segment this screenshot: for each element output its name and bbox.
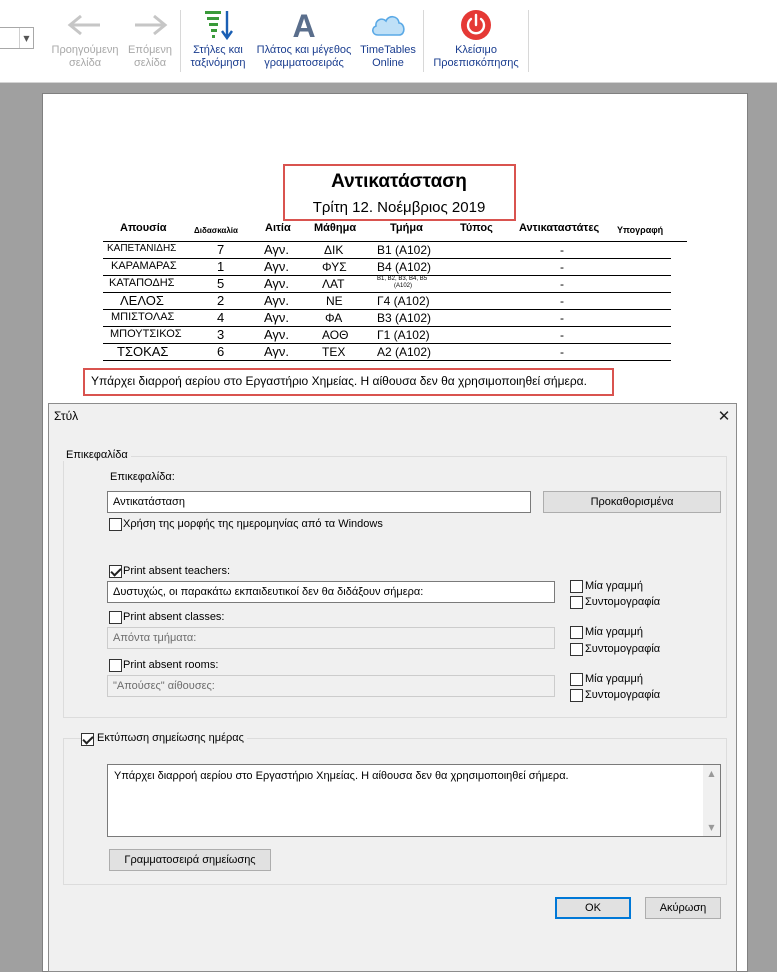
toolbar-separator bbox=[180, 10, 181, 72]
subject: ΝΕ bbox=[326, 294, 343, 308]
dialog-title: Στύλ bbox=[54, 409, 79, 423]
teacher-name: ΜΠΙΣΤΟΛΑΣ bbox=[111, 311, 175, 323]
power-icon bbox=[460, 6, 492, 44]
section: Β1 (Α102) bbox=[377, 243, 432, 257]
timetables-online-button[interactable] bbox=[356, 6, 420, 76]
page-combo[interactable] bbox=[0, 27, 34, 49]
teacher-name: ΤΣΟΚΑΣ bbox=[117, 344, 169, 359]
timetables-label-line1: TimeTables bbox=[360, 44, 416, 56]
arrow-right-icon bbox=[132, 6, 168, 44]
rooms-abbreviation-label: Συντομογραφία bbox=[585, 689, 661, 701]
teacher-name: ΚΑΡΑΜΑΡΑΣ bbox=[111, 260, 177, 272]
font-size-label-line1: Πλάτος και μέγεθος bbox=[256, 44, 352, 56]
teachers-abbreviation-checkbox[interactable] bbox=[570, 596, 583, 609]
subject: ΑΟΘ bbox=[322, 328, 349, 342]
font-size-button[interactable] bbox=[252, 6, 356, 76]
reason: Αγν. bbox=[264, 310, 290, 325]
windows-date-label: Χρήση της μορφής της ημερομηνίας από τα Windows bbox=[123, 518, 383, 530]
close-preview-label-line1: Κλείσιμο bbox=[455, 44, 497, 56]
rooms-abbreviation-checkbox[interactable] bbox=[570, 689, 583, 702]
previous-page-button[interactable] bbox=[46, 6, 124, 76]
windows-date-checkbox[interactable] bbox=[109, 518, 122, 531]
report-row bbox=[103, 259, 671, 276]
cancel-button[interactable]: Ακύρωση bbox=[645, 897, 721, 919]
section: Β3 (Α102) bbox=[377, 311, 432, 325]
substitute: - bbox=[560, 277, 564, 291]
teachers-abbreviation-label: Συντομογραφία bbox=[585, 596, 661, 608]
defaults-button[interactable]: Προκαθορισμένα bbox=[543, 491, 721, 513]
report-row bbox=[103, 242, 671, 259]
section-line2: (Α102) bbox=[394, 283, 413, 289]
substitute: - bbox=[560, 260, 564, 274]
column-header-section: Τμήμα bbox=[390, 222, 423, 234]
classes-abbreviation-label: Συντομογραφία bbox=[585, 643, 661, 655]
classes-one-line-label: Μία γραμμή bbox=[585, 626, 643, 638]
cloud-icon bbox=[369, 6, 407, 44]
print-note-checkbox[interactable] bbox=[81, 733, 94, 746]
report-row bbox=[103, 344, 671, 361]
toolbar bbox=[0, 0, 777, 83]
sort-columns-icon bbox=[201, 6, 235, 44]
toolbar-separator bbox=[423, 10, 424, 72]
subject: ΤΕΧ bbox=[322, 345, 346, 359]
column-header-signature: Υπογραφή bbox=[617, 225, 664, 235]
period: 5 bbox=[217, 276, 225, 291]
close-preview-button[interactable] bbox=[428, 6, 524, 76]
absent-rooms-label: Print absent rooms: bbox=[123, 659, 219, 671]
substitute: - bbox=[560, 294, 564, 308]
period: 4 bbox=[217, 310, 225, 325]
close-icon[interactable]: ✕ bbox=[717, 407, 731, 425]
period: 7 bbox=[217, 242, 225, 257]
columns-sort-label-line2: ταξινόμηση bbox=[190, 57, 246, 69]
subject: ΦΥΣ bbox=[322, 260, 347, 274]
classes-abbreviation-checkbox[interactable] bbox=[570, 643, 583, 656]
teachers-one-line-checkbox[interactable] bbox=[570, 580, 583, 593]
scroll-down-icon[interactable]: ▼ bbox=[708, 823, 715, 832]
column-header-type: Τύπος bbox=[460, 222, 493, 234]
timetables-label-line2: Online bbox=[372, 57, 404, 69]
absent-classes-input[interactable]: Απόντα τμήματα: bbox=[107, 627, 555, 649]
section: Γ4 (Α102) bbox=[377, 294, 430, 308]
report-row bbox=[103, 293, 671, 310]
period: 2 bbox=[217, 293, 225, 308]
close-preview-label-line2: Προεπισκόπησης bbox=[433, 57, 519, 69]
svg-text:A: A bbox=[292, 8, 316, 42]
style-dialog bbox=[48, 403, 737, 972]
next-page-label-line2: σελίδα bbox=[133, 57, 167, 69]
subject: ΦΑ bbox=[325, 311, 343, 325]
period: 6 bbox=[217, 344, 225, 359]
arrow-left-icon bbox=[67, 6, 103, 44]
absent-rooms-input[interactable]: "Απούσες" αίθουσες: bbox=[107, 675, 555, 697]
teacher-name: ΜΠΟΥΤΣΙΚΟΣ bbox=[110, 328, 182, 340]
column-header-absence: Απουσία bbox=[120, 222, 167, 234]
toolbar-separator bbox=[528, 10, 529, 72]
report-note: Υπάρχει διαρροή αερίου στο Εργαστήριο Χημείας. Η αίθουσα δεν θα χρησιμοποιηθεί σήμερα. bbox=[91, 374, 587, 388]
period: 1 bbox=[217, 259, 225, 274]
period: 3 bbox=[217, 327, 225, 342]
font-letter-icon bbox=[287, 6, 321, 44]
substitute: - bbox=[560, 328, 564, 342]
teacher-name: ΚΑΠΕΤΑΝΙΔΗΣ bbox=[107, 243, 177, 254]
report-row bbox=[103, 327, 671, 344]
subject: ΔΙΚ bbox=[324, 243, 344, 257]
reason: Αγν. bbox=[264, 276, 290, 291]
reason: Αγν. bbox=[264, 259, 290, 274]
next-page-button[interactable] bbox=[124, 6, 176, 76]
reason: Αγν. bbox=[264, 327, 290, 342]
column-header-substitutes: Αντικαταστάτες bbox=[519, 222, 600, 234]
column-header-reason: Αιτία bbox=[265, 222, 291, 234]
section: Β4 (Α102) bbox=[377, 260, 432, 274]
section-line1: Β1, Β2, Β3, Β4, Β5 bbox=[377, 276, 428, 282]
header-input[interactable]: Αντικατάσταση bbox=[107, 491, 531, 513]
report-row bbox=[103, 310, 671, 327]
previous-page-label-line1: Προηγούμενη bbox=[51, 44, 119, 56]
header-group-label: Επικεφαλίδα bbox=[63, 449, 131, 461]
substitute: - bbox=[560, 311, 564, 325]
note-textarea[interactable] bbox=[107, 764, 721, 837]
classes-one-line-checkbox[interactable] bbox=[570, 626, 583, 639]
section: Γ1 (Α102) bbox=[377, 328, 430, 342]
scroll-up-icon[interactable]: ▲ bbox=[708, 769, 715, 778]
reason: Αγν. bbox=[264, 344, 290, 359]
reason: Αγν. bbox=[264, 293, 290, 308]
subject: ΛΑΤ bbox=[322, 277, 345, 291]
header-field-label: Επικεφαλίδα: bbox=[110, 471, 175, 483]
absent-classes-label: Print absent classes: bbox=[123, 611, 225, 623]
columns-sort-label-line1: Στήλες και bbox=[193, 44, 243, 56]
reason: Αγν. bbox=[264, 242, 290, 257]
note-font-button[interactable]: Γραμματοσειρά σημείωσης bbox=[109, 849, 271, 871]
ok-button[interactable]: OK bbox=[555, 897, 631, 919]
report-title: Αντικατάσταση bbox=[331, 171, 467, 192]
teacher-name: ΚΑΤΑΠΟΔΗΣ bbox=[109, 277, 175, 289]
absent-rooms-checkbox[interactable] bbox=[109, 659, 122, 672]
report-date: Τρίτη 12. Νοέμβριος 2019 bbox=[312, 199, 486, 216]
substitute: - bbox=[560, 345, 564, 359]
absent-teachers-checkbox[interactable] bbox=[109, 565, 122, 578]
column-header-subject: Μάθημα bbox=[314, 222, 357, 234]
absent-teachers-label: Print absent teachers: bbox=[123, 565, 231, 577]
section: Α2 (Α102) bbox=[377, 345, 432, 359]
font-size-label-line2: γραμματοσειράς bbox=[264, 57, 344, 69]
previous-page-label-line2: σελίδα bbox=[68, 57, 102, 69]
teachers-one-line-label: Μία γραμμή bbox=[585, 580, 643, 592]
next-page-label-line1: Επόμενη bbox=[128, 44, 172, 56]
columns-sort-button[interactable] bbox=[184, 6, 252, 76]
substitute: - bbox=[560, 243, 564, 257]
absent-classes-checkbox[interactable] bbox=[109, 611, 122, 624]
note-textarea-text: Υπάρχει διαρροή αερίου στο Εργαστήριο Χημείας. Η αίθουσα δεν θα χρησιμοποιηθεί σήμερα. bbox=[114, 770, 569, 782]
note-scrollbar[interactable] bbox=[703, 765, 720, 836]
rooms-one-line-label: Μία γραμμή bbox=[585, 673, 643, 685]
chevron-down-icon[interactable]: ▼ bbox=[19, 28, 33, 48]
teacher-name: ΛΕΛΟΣ bbox=[120, 293, 164, 308]
absent-teachers-input[interactable]: Δυστυχώς, οι παρακάτω εκπαιδευτικοί δεν θα διδάξουν σήμερα: bbox=[107, 581, 555, 603]
rooms-one-line-checkbox[interactable] bbox=[570, 673, 583, 686]
report-row bbox=[103, 276, 671, 293]
column-header-teaching: Διδασκαλία bbox=[194, 226, 238, 235]
note-group-label: Εκτύπωση σημείωσης ημέρας bbox=[94, 732, 247, 744]
